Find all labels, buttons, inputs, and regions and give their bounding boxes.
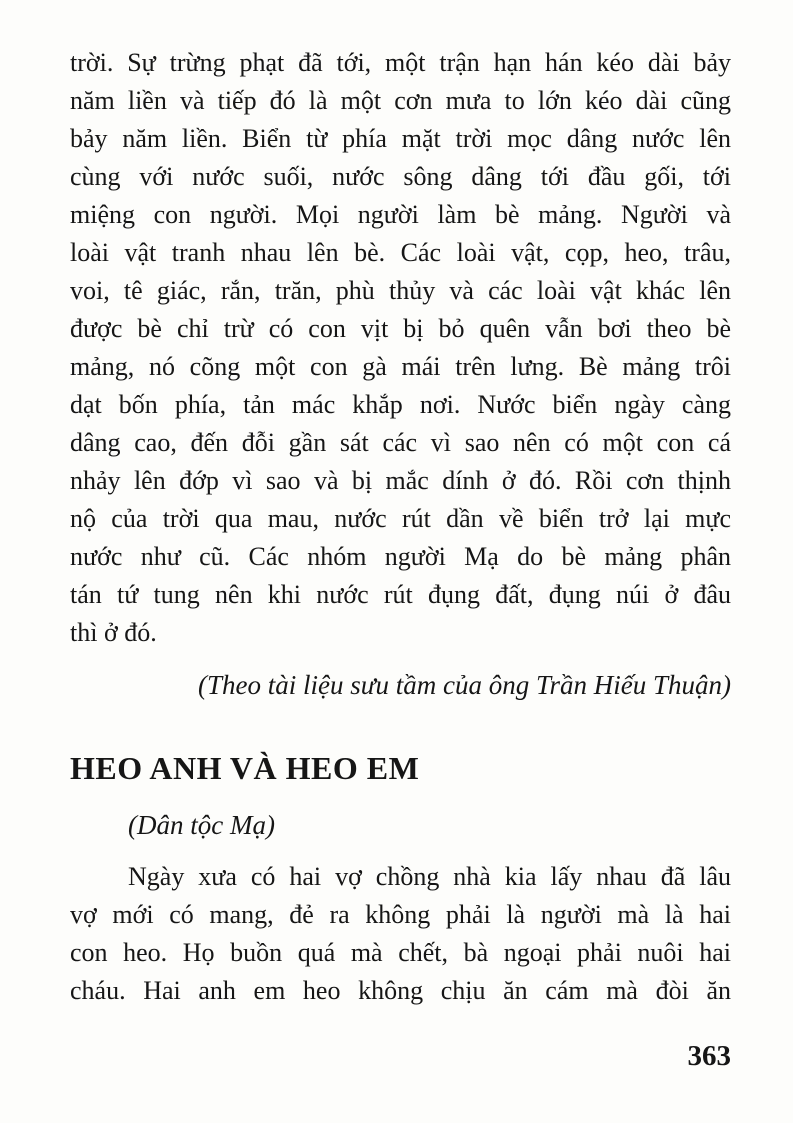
text-line: miệng con người. Mọi người làm bè mảng. Người và	[70, 200, 731, 229]
text-line: năm liền và tiếp đó là một cơn mưa to lớn kéo dài cũng	[70, 86, 731, 115]
text-line: voi, tê giác, rắn, trăn, phù thủy và các loài vật khác lên	[70, 276, 731, 305]
story-title: HEO ANH VÀ HEO EM	[70, 750, 420, 786]
text-line: vợ mới có mang, đẻ ra không phải là người mà là hai	[70, 900, 731, 929]
text-line: nhảy lên đớp vì sao và bị mắc dính ở đó. Rồi cơn thịnh	[70, 466, 731, 495]
new-story-opening-paragraph	[70, 858, 731, 1010]
text-line: dâng cao, đến đỗi gần sát các vì sao nên có một con cá	[70, 428, 731, 457]
text-line: cháu. Hai anh em heo không chịu ăn cám mà đòi ăn	[70, 976, 731, 1005]
text-line: nộ của trời qua mau, nước rút dần về biển trở lại mực	[70, 504, 731, 533]
text-line: con heo. Họ buồn quá mà chết, bà ngoại phải nuôi hai	[70, 938, 731, 967]
text-line: tán tứ tung nên khi nước rút đụng đất, đụng núi ở đâu	[70, 580, 731, 609]
text-line: mảng, nó cõng một con gà mái trên lưng. Bè mảng trôi	[70, 352, 731, 381]
text-line: trời. Sự trừng phạt đã tới, một trận hạn hán kéo dài bảy	[70, 48, 731, 77]
source-attribution: (Theo tài liệu sưu tầm của ông Trần Hiếu Thuận)	[198, 670, 731, 700]
text-line: bảy năm liền. Biển từ phía mặt trời mọc dâng nước lên	[70, 124, 731, 153]
text-line: dạt bốn phía, tản mác khắp nơi. Nước biển ngày càng	[70, 390, 731, 419]
ethnic-group-subtitle: (Dân tộc Mạ)	[128, 810, 275, 840]
text-line: Ngày xưa có hai vợ chồng nhà kia lấy nhau đã lâu	[128, 862, 731, 891]
flood-story-ending-paragraph	[70, 44, 731, 652]
text-line: cùng với nước suối, nước sông dâng tới đầu gối, tới	[70, 162, 731, 191]
page-number: 363	[687, 1040, 731, 1072]
text-line: thì ở đó.	[70, 618, 157, 647]
text-line: loài vật tranh nhau lên bè. Các loài vật, cọp, heo, trâu,	[70, 238, 731, 267]
text-line: nước như cũ. Các nhóm người Mạ do bè mảng phân	[70, 542, 731, 571]
text-line: được bè chỉ trừ có con vịt bị bỏ quên vẫn bơi theo bè	[70, 314, 731, 343]
